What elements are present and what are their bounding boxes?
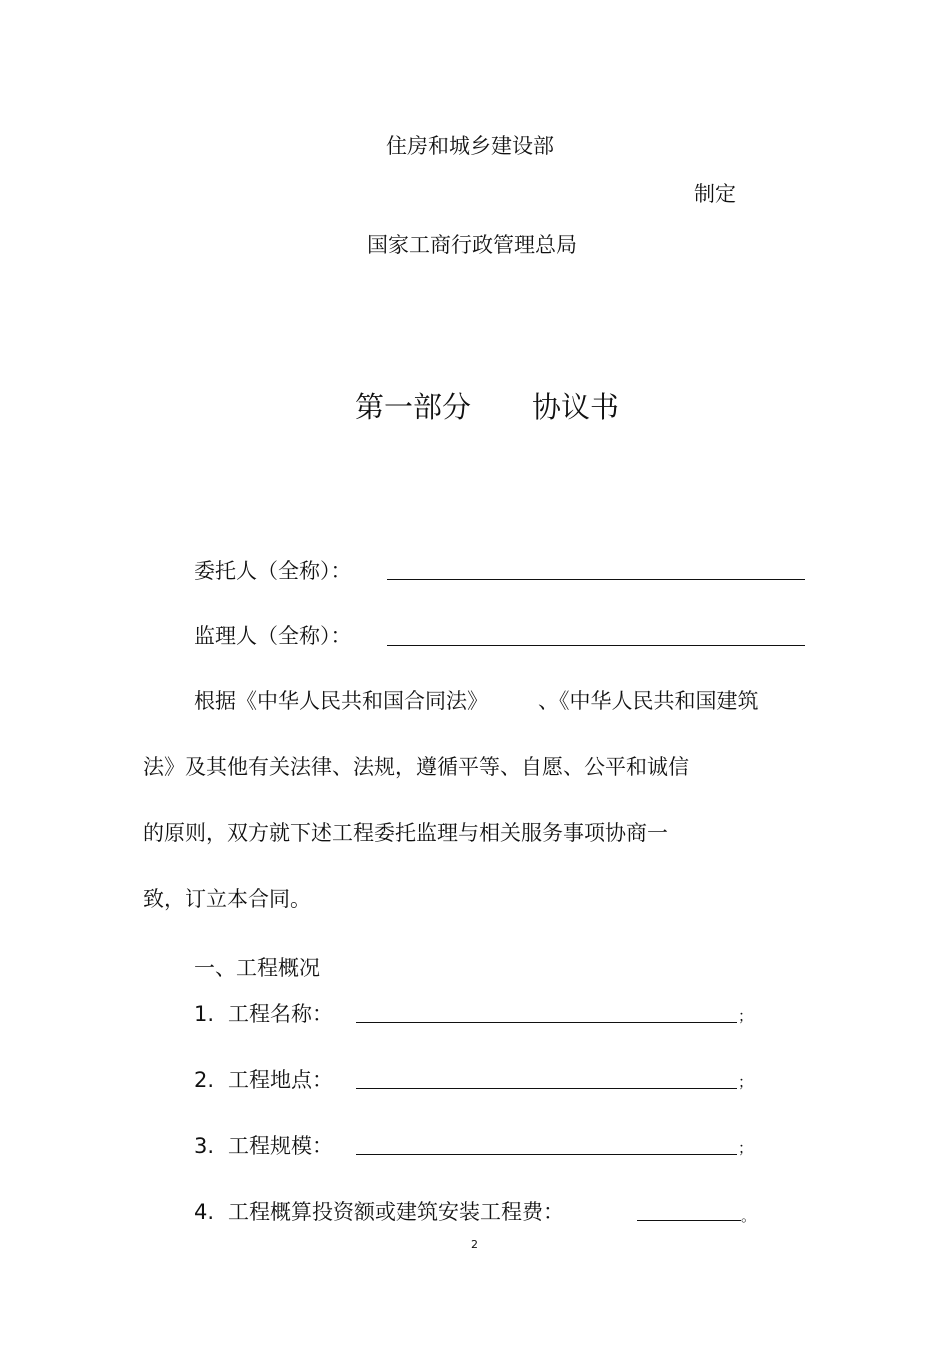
item-terminator: ； — [738, 1073, 754, 1091]
project-scale-field[interactable] — [356, 1154, 737, 1155]
issuer-made-by: 制定 — [694, 182, 736, 206]
item-terminator: ； — [738, 1139, 754, 1157]
project-location-field[interactable] — [356, 1088, 737, 1089]
issuer-mohurd: 住房和城乡建设部 — [386, 134, 554, 158]
issuer-saic: 国家工商行政管理总局 — [367, 233, 577, 257]
preamble-line-4: 致，订立本合同。 — [143, 887, 311, 911]
item-number: 3. — [194, 1134, 215, 1158]
client-label: 委托人（全称）： — [194, 559, 352, 583]
part-title-name: 协议书 — [532, 390, 620, 424]
page-number: 2 — [471, 1238, 478, 1251]
item-terminator: 。 — [741, 1207, 757, 1225]
item-number: 2. — [194, 1068, 215, 1092]
item-number: 4. — [194, 1200, 215, 1224]
client-name-field[interactable] — [387, 579, 805, 580]
preamble-line-2: 法》及其他有关法律、法规，遵循平等、自愿、公平和诚信 — [143, 755, 689, 779]
investment-amount-label: 工程概算投资额或建筑安装工程费： — [228, 1200, 564, 1224]
part-title-number: 第一部分 — [355, 390, 472, 424]
item-terminator: ； — [738, 1007, 754, 1025]
project-name-field[interactable] — [356, 1022, 737, 1023]
project-location-label: 工程地点： — [228, 1068, 333, 1092]
supervisor-name-field[interactable] — [387, 645, 805, 646]
project-name-label: 工程名称： — [228, 1002, 333, 1026]
preamble-line-3: 的原则，双方就下述工程委托监理与相关服务事项协商一 — [143, 821, 668, 845]
investment-amount-field[interactable] — [637, 1220, 741, 1221]
preamble-line-1a: 根据《中华人民共和国合同法》 — [194, 689, 488, 713]
item-number: 1. — [194, 1002, 215, 1026]
project-scale-label: 工程规模： — [228, 1134, 333, 1158]
section-heading: 一、工程概况 — [194, 956, 320, 980]
supervisor-label: 监理人（全称）： — [194, 624, 352, 648]
preamble-line-1b: 、《中华人民共和国建筑 — [538, 689, 759, 713]
